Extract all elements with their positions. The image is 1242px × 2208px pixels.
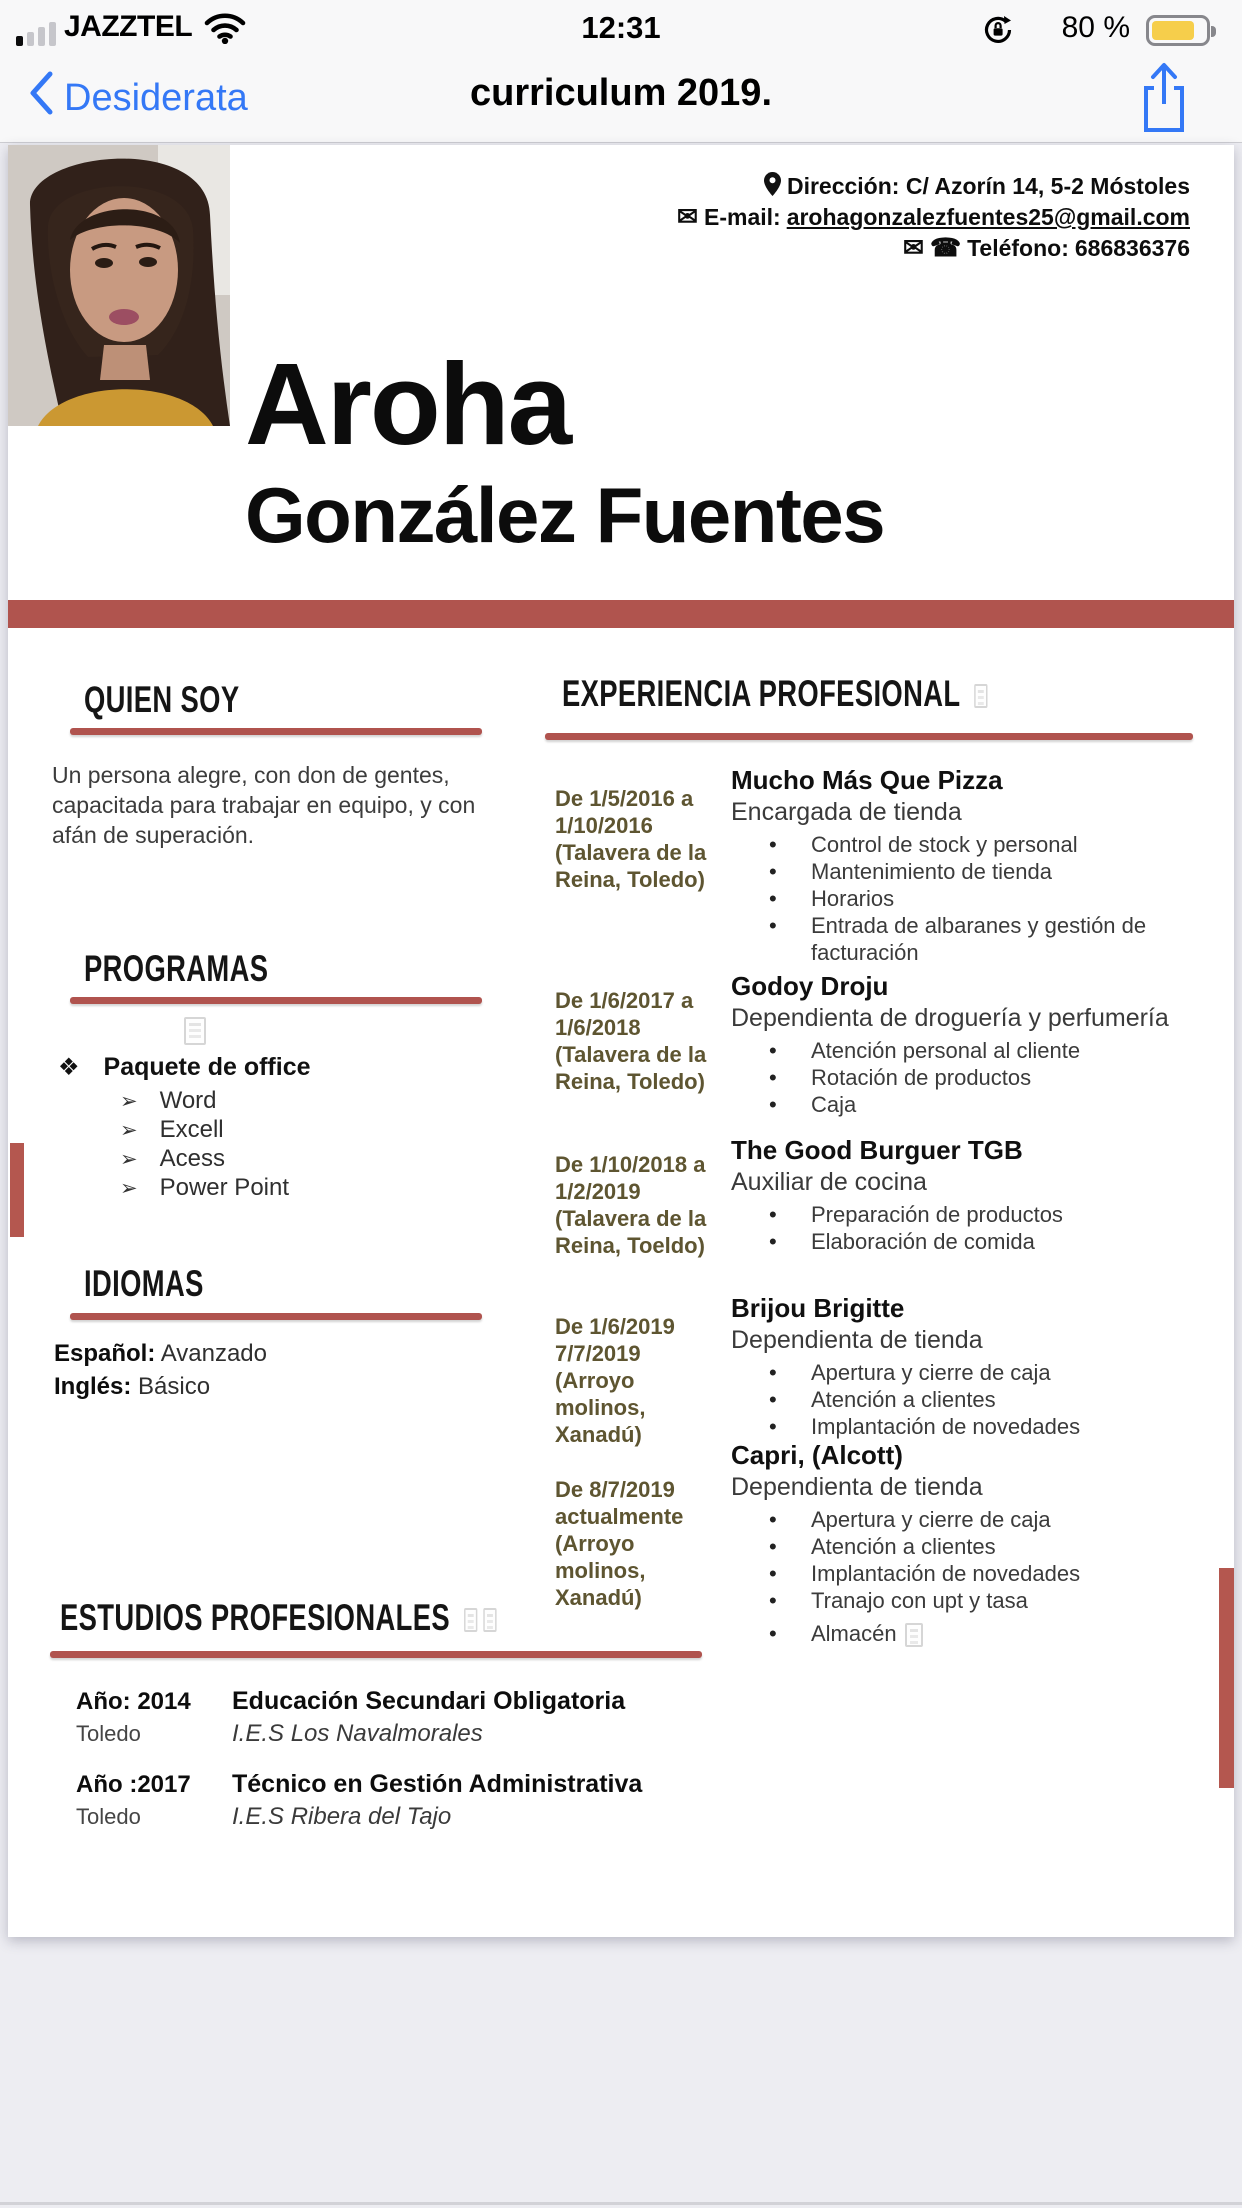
job-role: Dependienta de tienda bbox=[731, 1326, 983, 1354]
education-year: Año :2017 bbox=[76, 1771, 191, 1798]
page-ghost-icon bbox=[464, 1608, 477, 1632]
job-bullets bbox=[731, 1506, 1200, 1647]
job-bullets bbox=[731, 1359, 1200, 1440]
section-title-programas: PROGRAMAS bbox=[84, 948, 269, 989]
arrow-bullet-icon: ➢ bbox=[120, 1148, 138, 1171]
last-name: González Fuentes bbox=[245, 471, 885, 559]
job-bullet: • Control de stock y personal bbox=[731, 831, 1200, 858]
job-company: Godoy Droju bbox=[731, 971, 889, 1001]
program-group-label: Paquete de office bbox=[103, 1053, 311, 1081]
phone-label: Teléfono: bbox=[967, 235, 1069, 261]
job-bullet: • Entrada de albaranes y gestión de facturación bbox=[731, 912, 1200, 966]
about-text: Un persona alegre, con don de gentes, capacitada para trabajar en equipo, y con afán de superación. bbox=[52, 762, 476, 848]
phone-number: 686836376 bbox=[1074, 235, 1190, 261]
job-bullet: • Atención a clientes bbox=[731, 1386, 1200, 1413]
back-label: Desiderata bbox=[64, 76, 248, 119]
profile-photo bbox=[8, 145, 230, 426]
job-bullet: • Atención personal al cliente bbox=[731, 1037, 1200, 1064]
section-rule bbox=[545, 733, 1193, 740]
address-text: Dirección: C/ Azorín 14, 5-2 Móstoles bbox=[786, 173, 1190, 199]
job-entry bbox=[555, 1135, 1200, 1259]
envelope-icon: ✉ bbox=[677, 203, 698, 231]
page-ghost-icon bbox=[905, 1623, 923, 1647]
job-date: De 1/6/2019 7/7/2019 (Arroyo molinos, Xanadú) bbox=[555, 1314, 675, 1447]
email-link[interactable]: arohagonzalezfuentes25@gmail.com bbox=[786, 204, 1190, 230]
job-bullet: • Caja bbox=[731, 1091, 1200, 1118]
section-title-quien-soy: QUIEN SOY bbox=[84, 679, 240, 720]
program-list bbox=[120, 1087, 289, 1203]
job-role: Encargada de tienda bbox=[731, 798, 962, 826]
arrow-bullet-icon: ➢ bbox=[120, 1119, 138, 1142]
phone-icon: ☎ bbox=[929, 234, 962, 262]
job-company: Mucho Más Que Pizza bbox=[731, 765, 1003, 795]
job-bullets bbox=[731, 831, 1200, 966]
job-bullets bbox=[731, 1201, 1200, 1255]
section-title-estudios: ESTUDIOS PROFESIONALES bbox=[60, 1597, 496, 1639]
list-item: ➢ Acess bbox=[120, 1145, 225, 1172]
job-company: Capri, (Alcott) bbox=[731, 1440, 903, 1470]
page-ghost-icon bbox=[184, 1017, 206, 1045]
list-item: ➢ Word bbox=[120, 1087, 217, 1114]
job-bullets bbox=[731, 1037, 1200, 1118]
page-ghost-icon bbox=[483, 1608, 496, 1632]
left-accent-bar bbox=[10, 1143, 24, 1237]
candidate-name bbox=[245, 339, 885, 559]
job-bullet: • Apertura y cierre de caja bbox=[731, 1506, 1200, 1533]
list-item: ➢ Excell bbox=[120, 1116, 224, 1143]
document-title: curriculum 2019. bbox=[469, 72, 773, 114]
job-bullet: • Apertura y cierre de caja bbox=[731, 1359, 1200, 1386]
job-role: Dependienta de tienda bbox=[731, 1473, 983, 1501]
right-accent-bar bbox=[1219, 1568, 1234, 1788]
battery-percent-label: 80 % bbox=[1061, 11, 1130, 44]
education-year: Año: 2014 bbox=[76, 1688, 191, 1715]
job-bullet: • Implantación de novedades bbox=[731, 1413, 1200, 1440]
education-degree: Técnico en Gestión Administrativa bbox=[232, 1770, 643, 1798]
email-line bbox=[677, 202, 1190, 233]
job-bullet: • Almacén bbox=[731, 1620, 1200, 1647]
clock: 12:31 bbox=[581, 10, 661, 45]
job-bullet: • Atención a clientes bbox=[731, 1533, 1200, 1560]
section-rule bbox=[70, 1313, 482, 1320]
section-rule bbox=[70, 997, 482, 1004]
location-pin-icon bbox=[764, 172, 781, 202]
job-bullet: • Tranajo con upt y tasa bbox=[731, 1587, 1200, 1614]
battery-icon bbox=[1146, 15, 1210, 46]
section-title-idiomas: IDIOMAS bbox=[84, 1263, 204, 1304]
top-bars bbox=[0, 0, 1242, 143]
job-bullet: • Mantenimiento de tienda bbox=[731, 858, 1200, 885]
list-item: ➢ Power Point bbox=[120, 1174, 290, 1201]
languages-block bbox=[54, 1337, 267, 1403]
arrow-bullet-icon: ➢ bbox=[120, 1090, 138, 1113]
job-entry bbox=[555, 1293, 1200, 1448]
diamond-bullet-icon: ❖ bbox=[58, 1054, 80, 1081]
program-group bbox=[58, 1053, 311, 1082]
section-title-experiencia: EXPERIENCIA PROFESIONAL bbox=[562, 673, 987, 715]
accent-band bbox=[8, 600, 1234, 628]
job-bullet: • Preparación de productos bbox=[731, 1201, 1200, 1228]
briefcase-ghost-icon bbox=[974, 684, 987, 708]
job-entry bbox=[555, 765, 1200, 966]
address-line bbox=[677, 171, 1190, 202]
phone-line bbox=[677, 233, 1190, 264]
envelope-icon: ✉ bbox=[902, 234, 924, 262]
education-place: Toledo bbox=[76, 1804, 141, 1829]
job-bullet: • Implantación de novedades bbox=[731, 1560, 1200, 1587]
job-bullet: • Elaboración de comida bbox=[731, 1228, 1200, 1255]
language-row: Español: Avanzado bbox=[54, 1340, 267, 1367]
education-school: I.E.S Ribera del Tajo bbox=[232, 1803, 452, 1830]
job-date: De 1/6/2017 a 1/6/2018 (Talavera de la Reina, Toledo) bbox=[555, 988, 707, 1094]
carrier-label: JAZZTEL bbox=[64, 10, 193, 43]
job-role: Auxiliar de cocina bbox=[731, 1168, 927, 1196]
job-date: De 8/7/2019 actualmente (Arroyo molinos, Xanadú) bbox=[555, 1477, 684, 1610]
job-bullet: • Horarios bbox=[731, 885, 1200, 912]
job-company: Brijou Brigitte bbox=[731, 1293, 905, 1323]
section-rule bbox=[70, 728, 482, 735]
job-entry bbox=[555, 1440, 1200, 1647]
education-school: I.E.S Los Navalmorales bbox=[232, 1720, 483, 1747]
education-place: Toledo bbox=[76, 1721, 141, 1746]
language-row: Inglés: Básico bbox=[54, 1373, 211, 1400]
job-date: De 1/5/2016 a 1/10/2016 (Talavera de la Reina, Toledo) bbox=[555, 786, 707, 892]
education-degree: Educación Secundari Obligatoria bbox=[232, 1687, 626, 1715]
share-button[interactable] bbox=[1136, 60, 1192, 136]
contact-block bbox=[677, 171, 1190, 264]
job-company: The Good Burguer TGB bbox=[731, 1135, 1023, 1165]
job-bullet: • Rotación de productos bbox=[731, 1064, 1200, 1091]
job-entry bbox=[555, 971, 1200, 1118]
email-label: E-mail: bbox=[704, 204, 781, 230]
section-rule bbox=[50, 1651, 702, 1658]
bottom-toolbar-edge bbox=[0, 2202, 1242, 2205]
first-name: Aroha bbox=[245, 339, 571, 469]
rotation-lock-icon bbox=[980, 12, 1016, 53]
job-date: De 1/10/2018 a 1/2/2019 (Talavera de la Reina, Toeldo) bbox=[555, 1152, 707, 1258]
document-page[interactable] bbox=[8, 145, 1234, 1937]
job-role: Dependienta de droguería y perfumería bbox=[731, 1004, 1169, 1032]
arrow-bullet-icon: ➢ bbox=[120, 1177, 138, 1200]
